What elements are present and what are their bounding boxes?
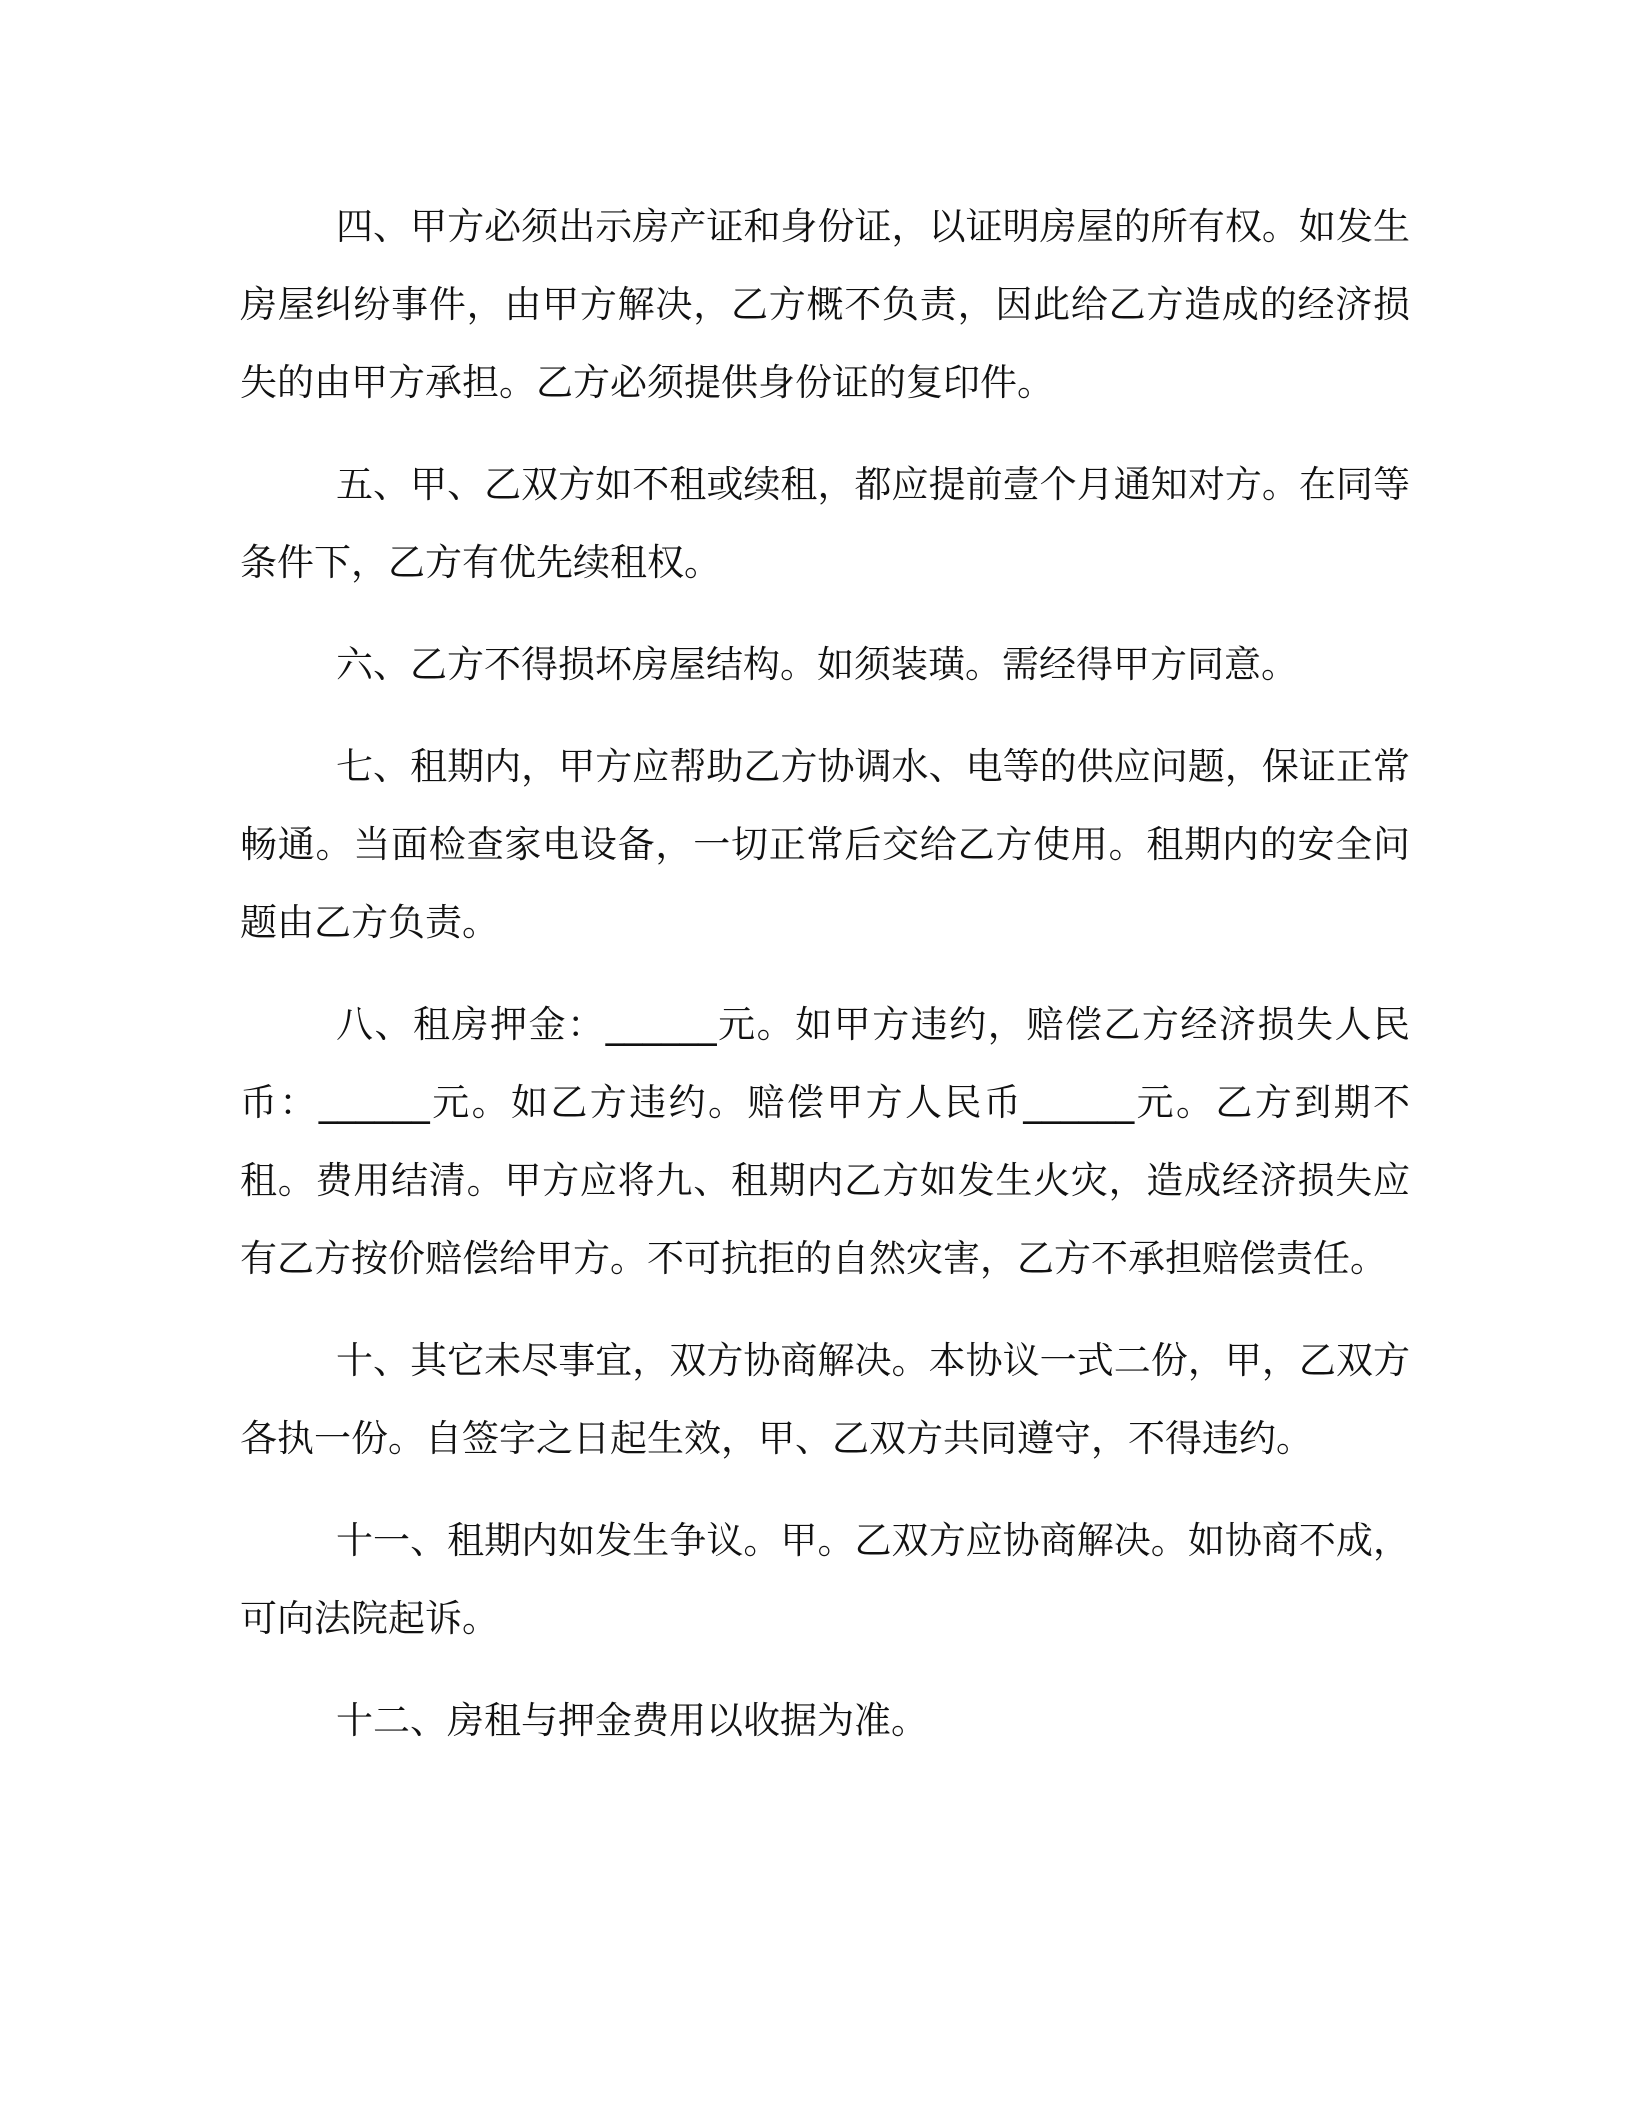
clause-12: 十二、房租与押金费用以收据为准。 [336, 1699, 928, 1742]
clause-6: 六、乙方不得损坏房屋结构。如须装璜。需经得甲方同意。 [336, 643, 1298, 686]
clause-10: 十、其它未尽事宜，双方协商解决。本协议一式二份，甲，乙双方各执一份。自签字之日起生效，甲、乙双方共同遵守，不得违约。 [240, 1339, 1410, 1460]
clause-8: 八、租房押金：______元。如甲方违约，赔偿乙方经济损失人民币：______元。如乙方违约。赔偿甲方人民币______元。乙方到期不租。费用结清。甲方应将九、租期内乙方如发生火灾，造成经济损失应有乙方按价赔偿给甲方。不可抗拒的自然灾害，乙方不承担赔偿责任。 [240, 1003, 1410, 1280]
clause-7: 七、租期内，甲方应帮助乙方协调水、电等的供应问题，保证正常畅通。当面检查家电设备，一切正常后交给乙方使用。租期内的安全问题由乙方负责。 [240, 745, 1410, 944]
contract-clauses [240, 188, 1410, 1784]
clause-4: 四、甲方必须出示房产证和身份证，以证明房屋的所有权。如发生房屋纠纷事件，由甲方解决，乙方概不负责，因此给乙方造成的经济损失的由甲方承担。乙方必须提供身份证的复印件。 [240, 205, 1410, 404]
clause-5: 五、甲、乙双方如不租或续租，都应提前壹个月通知对方。在同等条件下，乙方有优先续租权。 [240, 463, 1410, 584]
clause-11: 十一、租期内如发生争议。甲。乙双方应协商解决。如协商不成，可向法院起诉。 [240, 1519, 1410, 1640]
